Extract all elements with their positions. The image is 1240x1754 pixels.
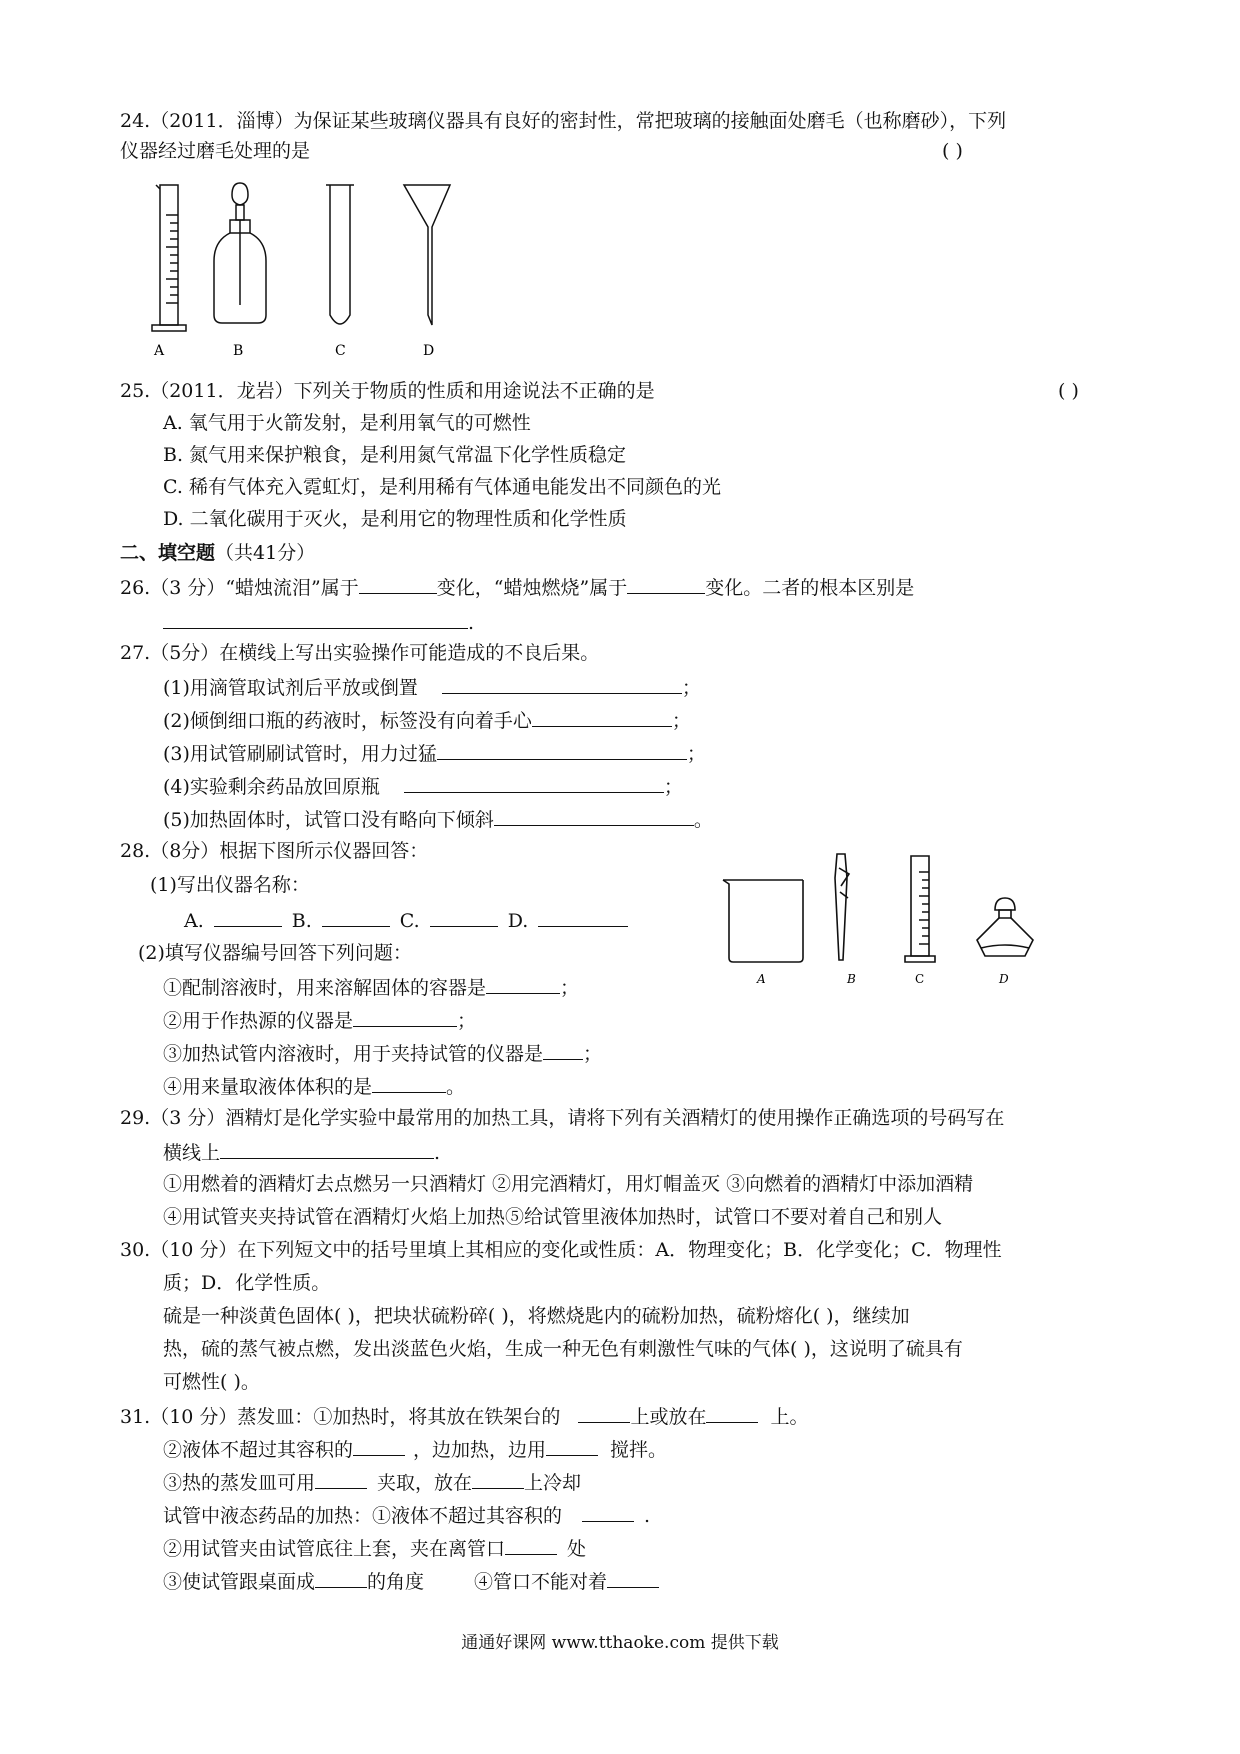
section-heading: [120, 540, 315, 566]
q31-blank-c1[interactable]: [315, 1468, 367, 1489]
q28-sub-3-text: ③加热试管内溶液时，用于夹持试管的仪器是: [163, 1043, 544, 1065]
q27-item-5-end: 。: [693, 809, 713, 831]
q31-line3: [163, 1468, 581, 1496]
q31-d1: 试管中液态药品的加热：①液体不超过其容积的: [163, 1505, 563, 1527]
q25-answer-paren: ( ): [1058, 380, 1079, 402]
fig24-label-d: D: [423, 343, 435, 359]
q27-item-2-text: (2)倾倒细口瓶的药液时，标签没有向着手心: [163, 710, 532, 732]
q27-item-1: [163, 673, 701, 701]
q31-c2: 夹取，放在: [377, 1472, 473, 1494]
fig28-label-c: C: [915, 972, 925, 986]
q31-f3: ④管口不能对着: [474, 1571, 608, 1593]
q28-sub-blank-1[interactable]: [486, 973, 560, 994]
q28-sub-3-end: ；: [583, 1043, 603, 1065]
q27-item-3-text: (3)用试管刷刷试管时，用力过猛: [163, 743, 437, 765]
q31-c3: 上冷却: [524, 1472, 582, 1494]
q31-e2: 处: [567, 1538, 587, 1560]
q29-line1: 29.（3 分）酒精灯是化学实验中最常用的加热工具，请将下列有关酒精灯的使用操作正确选项的号码写在: [120, 1107, 1005, 1129]
q31-line2: [163, 1435, 667, 1463]
q26-text-c: 变化。二者的根本区别是: [705, 577, 915, 599]
q31-line4: [163, 1501, 650, 1529]
q27-item-3-end: ；: [686, 743, 706, 765]
q27-blank-3[interactable]: [437, 739, 687, 760]
q31-c1: ③热的蒸发皿可用: [163, 1472, 316, 1494]
q31-a2: 上或放在: [630, 1406, 707, 1428]
q27-item-4: [163, 772, 683, 800]
q31-a1: 31.（10 分）蒸发皿：①加热时，将其放在铁架台的: [120, 1406, 561, 1428]
section-title: 二、填空题: [120, 542, 216, 564]
q31-f1: ③使试管跟桌面成: [163, 1571, 316, 1593]
q28-names-row: [184, 906, 628, 934]
q31-blank-c2[interactable]: [472, 1468, 524, 1489]
q29-line2: [163, 1138, 440, 1166]
q28-part2: (2)填写仪器编号回答下列问题：: [138, 942, 412, 964]
fig24-label-a: A: [154, 343, 165, 359]
q29-options-1: ①用燃着的酒精灯去点燃另一只酒精灯 ②用完酒精灯，用灯帽盖灭 ③向燃着的酒精灯中添加酒精: [163, 1173, 974, 1195]
q28-sub-2: [163, 1006, 476, 1034]
q28-blank-a[interactable]: [214, 906, 282, 927]
q28-sub-blank-2[interactable]: [353, 1006, 457, 1027]
q30-line4: 热，硫的蒸气被点燃，发出淡蓝色火焰，生成一种无色有刺激性气味的气体( )，这说明了硫具有: [163, 1338, 963, 1360]
q28-blank-c[interactable]: [430, 906, 498, 927]
q31-blank-f3[interactable]: [607, 1567, 659, 1588]
q28-sub-2-text: ②用于作热源的仪器是: [163, 1010, 354, 1032]
q28-sub-blank-3[interactable]: [543, 1039, 583, 1060]
q27-item-1-text: (1)用滴管取试剂后平放或倒置: [163, 677, 418, 699]
graduated-cylinder-icon: [152, 185, 186, 331]
q31-line5: [163, 1534, 586, 1562]
q30-line5: 可燃性( )。: [163, 1371, 260, 1393]
q26-blank-2[interactable]: [627, 573, 705, 594]
q27-blank-4[interactable]: [404, 772, 664, 793]
q31-e1: ②用试管夹由试管底往上套，夹在离管口: [163, 1538, 506, 1560]
q28-name-a: A.: [184, 910, 204, 932]
fig28-label-d: D: [999, 972, 1009, 986]
fig24-label-c: C: [335, 343, 346, 359]
q28-part1: (1)写出仪器名称：: [150, 874, 310, 896]
q28-sub-4-end: 。: [446, 1076, 466, 1098]
q28-instrument-figure: [715, 848, 1055, 988]
q27-blank-5[interactable]: [494, 805, 694, 826]
q27-item-1-end: ；: [681, 677, 701, 699]
funnel-icon: [404, 185, 450, 325]
q31-blank-a2[interactable]: [706, 1402, 758, 1423]
q27-stem: 27.（5分）在横线上写出实验操作可能造成的不良后果。: [120, 642, 600, 664]
q27-item-5-text: (5)加热固体时，试管口没有略向下倾斜: [163, 809, 494, 831]
q25-option-a: A. 氧气用于火箭发射，是利用氧气的可燃性: [163, 412, 531, 434]
measuring-cylinder-icon: [905, 856, 935, 962]
q28-sub-2-end: ；: [457, 1010, 477, 1032]
q31-blank-a1[interactable]: [578, 1402, 630, 1423]
q28-name-b: B.: [291, 910, 312, 932]
q25-stem: 25.（2011．龙岩）下列关于物质的性质和用途说法不正确的是: [120, 380, 655, 402]
q29-end: .: [434, 1142, 441, 1164]
q29-options-2: ④用试管夹夹持试管在酒精灯火焰上加热⑤给试管里液体加热时，试管口不要对着自己和别人: [163, 1206, 943, 1228]
q25-option-b: B. 氮气用来保护粮食，是利用氮气常温下化学性质稳定: [163, 444, 627, 466]
q31-b2: ，边加热，边用: [413, 1439, 547, 1461]
q25-option-c: C. 稀有气体充入霓虹灯，是利用稀有气体通电能发出不同颜色的光: [163, 476, 721, 498]
q27-item-5: [163, 805, 713, 833]
q27-item-3: [163, 739, 706, 767]
q28-sub-1-text: ①配制溶液时，用来溶解固体的容器是: [163, 977, 487, 999]
section-score: （共41分）: [215, 542, 316, 564]
q30-line3: 硫是一种淡黄色固体( )，把块状硫粉碎( )，将燃烧匙内的硫粉加热，硫粉熔化( )，继续加: [163, 1305, 910, 1327]
q28-sub-3: [163, 1039, 602, 1067]
q28-sub-4-text: ④用来量取液体体积的是: [163, 1076, 373, 1098]
q31-line1: [120, 1402, 808, 1430]
q26-end: .: [468, 612, 475, 634]
q26-line1: [120, 573, 914, 601]
q28-name-c: C.: [399, 910, 420, 932]
q27-item-2-end: ；: [671, 710, 691, 732]
q31-f2: 的角度: [367, 1571, 425, 1593]
q26-blank-3[interactable]: [163, 608, 468, 629]
q27-item-2: [163, 706, 691, 734]
q27-blank-1[interactable]: [442, 673, 682, 694]
dropping-bottle-icon: [214, 183, 266, 323]
q28-stem: 28.（8分）根据下图所示仪器回答：: [120, 840, 429, 862]
q31-line6: [163, 1567, 659, 1595]
q31-blank-b2[interactable]: [546, 1435, 598, 1456]
beaker-icon: [723, 880, 803, 962]
test-tube-icon: [326, 185, 354, 324]
fig28-label-a: A: [757, 972, 766, 986]
q31-blank-f1[interactable]: [315, 1567, 367, 1588]
q28-name-d: D.: [507, 910, 529, 932]
q31-b1: ②液体不超过其容积的: [163, 1439, 354, 1461]
q28-sub-1-end: ；: [560, 977, 580, 999]
q24-glassware-figure: [140, 175, 520, 360]
q31-blank-b1[interactable]: [353, 1435, 405, 1456]
q28-blank-b[interactable]: [322, 906, 390, 927]
q26-blank-1[interactable]: [359, 573, 437, 594]
q28-sub-blank-4[interactable]: [372, 1072, 446, 1093]
q24-answer-paren: ( ): [942, 140, 963, 162]
q26-text-b: 变化，“蜡烛燃烧”属于: [436, 577, 628, 599]
q27-item-4-text: (4)实验剩余药品放回原瓶: [163, 776, 380, 798]
q28-sub-4: [163, 1072, 465, 1100]
q25-option-d: D. 二氧化碳用于灭火，是利用它的物理性质和化学性质: [163, 508, 627, 530]
fig28-label-b: B: [847, 972, 856, 986]
q26-line2: [163, 608, 474, 636]
page-footer: 通通好课网 www.tthaoke.com 提供下载: [461, 1633, 779, 1653]
q26-text-a: 26.（3 分）“蜡烛流泪”属于: [120, 577, 359, 599]
q29-blank[interactable]: [220, 1138, 434, 1159]
q28-blank-d[interactable]: [538, 906, 628, 927]
q24-line1: 24.（2011．淄博）为保证某些玻璃仪器具有良好的密封性，常把玻璃的接触面处磨毛（也称磨砂），下列: [120, 110, 1007, 132]
test-tube-holder-icon: [835, 854, 849, 960]
q31-blank-e1[interactable]: [505, 1534, 557, 1555]
q30-line2: 质；D．化学性质。: [163, 1272, 331, 1294]
q31-a3: 上。: [770, 1406, 809, 1428]
q29-line2-text: 横线上: [163, 1142, 221, 1164]
q31-b3: 搅拌。: [610, 1439, 668, 1461]
q31-d2: .: [644, 1505, 651, 1527]
alcohol-lamp-icon: [977, 898, 1033, 956]
q24-line2: 仪器经过磨毛处理的是: [120, 140, 311, 162]
q27-blank-2[interactable]: [532, 706, 672, 727]
q31-blank-d1[interactable]: [582, 1501, 634, 1522]
q27-item-4-end: ；: [663, 776, 683, 798]
fig24-label-b: B: [233, 343, 244, 359]
q28-sub-1: [163, 973, 579, 1001]
q30-line1: 30.（10 分）在下列短文中的括号里填上其相应的变化或性质：A．物理变化；B．化学变化；C．物理性: [120, 1239, 1002, 1261]
